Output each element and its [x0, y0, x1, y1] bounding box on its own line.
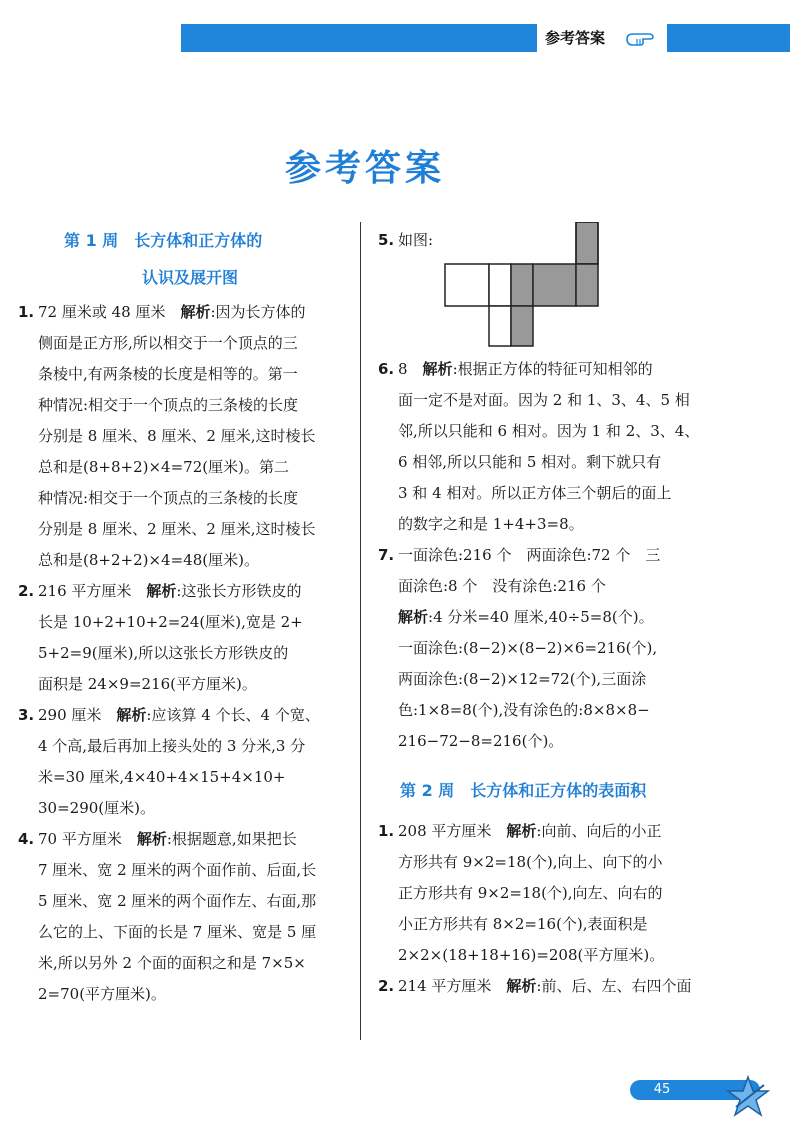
net-square-4-shaded [533, 264, 576, 306]
net-square-top-shaded [576, 222, 598, 264]
answer-line: 7 厘米、宽 2 厘米的两个面作前、后面,长 [38, 861, 317, 879]
answer-number: 7. [378, 546, 395, 564]
answer-line: 3 和 4 相对。所以正方体三个朝后的面上 [398, 484, 672, 502]
answer-line: 4 个高,最后再加上接头处的 3 分米,3 分 [38, 737, 306, 755]
answer-line: 方形共有 9×2=18(个),向上、向下的小 [398, 853, 663, 871]
answer-line: 2=70(平方厘米)。 [38, 985, 166, 1003]
page-number: 45 [653, 1082, 671, 1097]
answer-number: 1. [18, 303, 35, 321]
answer-line: 面涂色:8 个 没有涂色:216 个 [398, 577, 606, 595]
answer-line: 邻,所以只能和 6 相对。因为 1 和 2、3、4、 [398, 422, 700, 440]
analysis-keyword: 解析 [180, 303, 211, 321]
answer-line: 解析:4 分米=40 厘米,40÷5=8(个)。 [398, 608, 654, 626]
answer-line: 种情况:相交于一个顶点的三条棱的长度 [38, 396, 299, 414]
answer-body [398, 354, 713, 540]
answer-line: 正方形共有 9×2=18(个),向左、向右的 [398, 884, 663, 902]
answer-line: 的数字之和是 1+4+3=8。 [398, 515, 584, 533]
answer-item [378, 971, 713, 1002]
answer-line: 总和是(8+2+2)×4=48(厘米)。 [38, 551, 259, 569]
answer-body [398, 971, 713, 1002]
analysis-keyword: 解析 [398, 608, 429, 626]
net-square-7-shaded [511, 306, 533, 346]
answer-line: 72 厘米或 48 厘米 解析:因为长方体的 [38, 303, 306, 321]
answer-item [378, 816, 713, 971]
right-answer-list-b [378, 816, 713, 1002]
answer-line: 5 厘米、宽 2 厘米的两个面作左、右面,那 [38, 892, 317, 910]
pointing-hand-icon [625, 30, 657, 46]
answer-line: 米=30 厘米,4×40+4×15+4×10+ [38, 768, 286, 786]
answer-line: 2×2×(18+18+16)=208(平方厘米)。 [398, 946, 665, 964]
answer-line: 分别是 8 厘米、2 厘米、2 厘米,这时棱长 [38, 520, 316, 538]
analysis-keyword: 解析 [146, 582, 177, 600]
header-bar-left [181, 24, 537, 52]
answer-line: 分别是 8 厘米、8 厘米、2 厘米,这时棱长 [38, 427, 316, 445]
net-square-5-shaded [576, 264, 598, 306]
answer-line: 如图: [398, 231, 434, 249]
answer-item [18, 700, 353, 824]
answer-body [38, 700, 353, 824]
answer-line: 214 平方厘米 解析:前、后、左、右四个面 [398, 977, 692, 995]
answer-line: 米,所以另外 2 个面的面积之和是 7×5× [38, 954, 306, 972]
header-label: 参考答案 [545, 29, 606, 47]
column-divider [360, 222, 361, 1040]
answer-line: 70 平方厘米 解析:根据题意,如果把长 [38, 830, 297, 848]
net-square-3-shaded [511, 264, 533, 306]
cube-net-figure [443, 222, 603, 348]
answer-line: 5+2=9(厘米),所以这张长方形铁皮的 [38, 644, 289, 662]
analysis-keyword: 解析 [506, 822, 537, 840]
answer-number: 5. [378, 231, 395, 249]
answer-line: 面积是 24×9=216(平方厘米)。 [38, 675, 257, 693]
answer-body [38, 297, 353, 576]
answer-line: 么它的上、下面的长是 7 厘米、宽是 5 厘 [38, 923, 317, 941]
answer-line: 216−72−8=216(个)。 [398, 732, 564, 750]
analysis-keyword: 解析 [422, 360, 453, 378]
analysis-keyword: 解析 [136, 830, 167, 848]
answer-number: 3. [18, 706, 35, 724]
answer-line: 两面涂色:(8−2)×12=72(个),三面涂 [398, 670, 647, 688]
answer-item [378, 540, 713, 757]
answer-line: 6 相邻,所以只能和 5 相对。剩下就只有 [398, 453, 662, 471]
net-square-1 [445, 264, 489, 306]
answer-line: 8 解析:根据正方体的特征可知相邻的 [398, 360, 653, 378]
answer-number: 2. [18, 582, 35, 600]
answer-line: 总和是(8+8+2)×4=72(厘米)。第二 [38, 458, 289, 476]
week1-heading-line1: 第 1 周 长方体和正方体的 [64, 231, 263, 250]
answer-line: 长是 10+2+10+2=24(厘米),宽是 2+ [38, 613, 303, 631]
answer-item [18, 576, 353, 700]
answer-line: 色:1×8=8(个),没有涂色的:8×8×8− [398, 701, 650, 719]
week2-heading: 第 2 周 长方体和正方体的表面积 [400, 781, 647, 800]
answer-line: 侧面是正方形,所以相交于一个顶点的三 [38, 334, 298, 352]
week1-heading [18, 225, 353, 293]
answer-line: 208 平方厘米 解析:向前、向后的小正 [398, 822, 662, 840]
net-square-2 [489, 264, 511, 306]
answer-line: 面一定不是对面。因为 2 和 1、3、4、5 相 [398, 391, 690, 409]
answer-line: 30=290(厘米)。 [38, 799, 155, 817]
answer-body [398, 540, 713, 757]
answer-line: 290 厘米 解析:应该算 4 个长、4 个宽、 [38, 706, 320, 724]
answer-line: 小正方形共有 8×2=16(个),表面积是 [398, 915, 648, 933]
answer-line: 一面涂色:216 个 两面涂色:72 个 三 [398, 546, 661, 564]
net-square-6 [489, 306, 511, 346]
answer-body [38, 576, 353, 700]
analysis-keyword: 解析 [506, 977, 537, 995]
answer-line: 条棱中,有两条棱的长度是相等的。第一 [38, 365, 298, 383]
answer-line: 216 平方厘米 解析:这张长方形铁皮的 [38, 582, 302, 600]
answer-line: 一面涂色:(8−2)×(8−2)×6=216(个), [398, 639, 658, 657]
answer-number: 2. [378, 977, 395, 995]
left-answer-list [18, 297, 353, 1010]
analysis-keyword: 解析 [116, 706, 147, 724]
answer-number: 6. [378, 360, 395, 378]
answer-line: 种情况:相交于一个顶点的三条棱的长度 [38, 489, 299, 507]
answer-body [38, 824, 353, 1010]
left-column [18, 225, 353, 1010]
answer-item [378, 354, 713, 540]
answer-item [18, 824, 353, 1010]
answer-body [398, 816, 713, 971]
week1-heading-line2: 认识及展开图 [142, 268, 239, 287]
page-title: 参考答案 [284, 148, 445, 189]
answer-number: 4. [18, 830, 35, 848]
answer-number: 1. [378, 822, 395, 840]
header-bar-right [667, 24, 790, 52]
answer-item [18, 297, 353, 576]
